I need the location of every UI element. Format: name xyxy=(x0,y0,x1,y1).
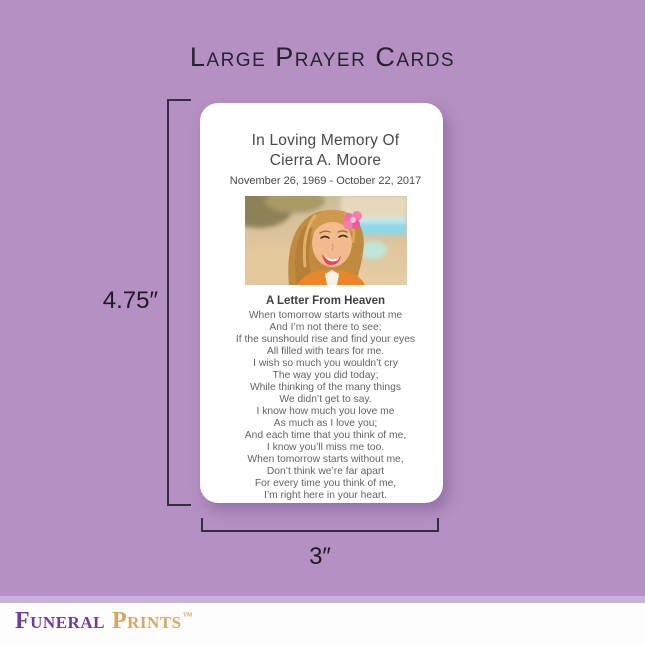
memorial-heading: In Loving Memory Of xyxy=(251,132,400,149)
poem-line: And I’m not there to see; xyxy=(269,322,382,333)
deceased-name: Cierra A. Moore xyxy=(269,152,382,169)
poem-line: As much as I love you; xyxy=(273,418,378,429)
height-measurement-label: 4.75″ xyxy=(102,287,158,314)
poem-title: A Letter From Heaven xyxy=(265,295,386,307)
memorial-dates: November 26, 1969 - October 22, 2017 xyxy=(229,175,422,187)
poem-line: All filled with tears for me. xyxy=(266,346,385,357)
width-measurement-label: 3″ xyxy=(309,543,331,570)
poem-line: If the sunshould rise and find your eyes xyxy=(235,334,416,345)
poem-line: Don’t think we’re far apart xyxy=(266,466,385,477)
page-title: Large Prayer Cards xyxy=(189,42,456,72)
poem-line: I wish so much you wouldn’t cry xyxy=(253,358,398,369)
poem-line: When tomorrow starts without me xyxy=(248,310,403,321)
poem-line: We didn’t get to say. xyxy=(279,394,372,405)
trademark-symbol: ™ xyxy=(182,611,194,622)
poem-line: I know how much you love me xyxy=(256,406,395,417)
brand-word-funeral: Funeral xyxy=(15,608,105,634)
poem-line: I’m right here in your heart. xyxy=(263,490,388,501)
height-bracket xyxy=(168,100,191,505)
width-bracket xyxy=(202,518,438,531)
poem-line: When tomorrow starts without me, xyxy=(247,454,404,465)
poem-line: For every time you think of me, xyxy=(254,478,397,489)
poem-line: And each time that you think of me, xyxy=(244,430,407,441)
poem-line: I know you’ll miss me too. xyxy=(266,442,385,453)
poem-line: The way you did today; xyxy=(272,370,379,381)
poem-text xyxy=(216,310,435,502)
memorial-photo xyxy=(245,196,407,285)
beach-portrait-illustration xyxy=(245,196,407,285)
poem-line: While thinking of the many things xyxy=(249,382,402,393)
prayer-card xyxy=(200,103,443,503)
brand-word-prints: Prints xyxy=(111,608,182,634)
footer xyxy=(0,603,645,645)
brand-logo xyxy=(15,608,193,635)
footer-divider xyxy=(0,596,645,603)
